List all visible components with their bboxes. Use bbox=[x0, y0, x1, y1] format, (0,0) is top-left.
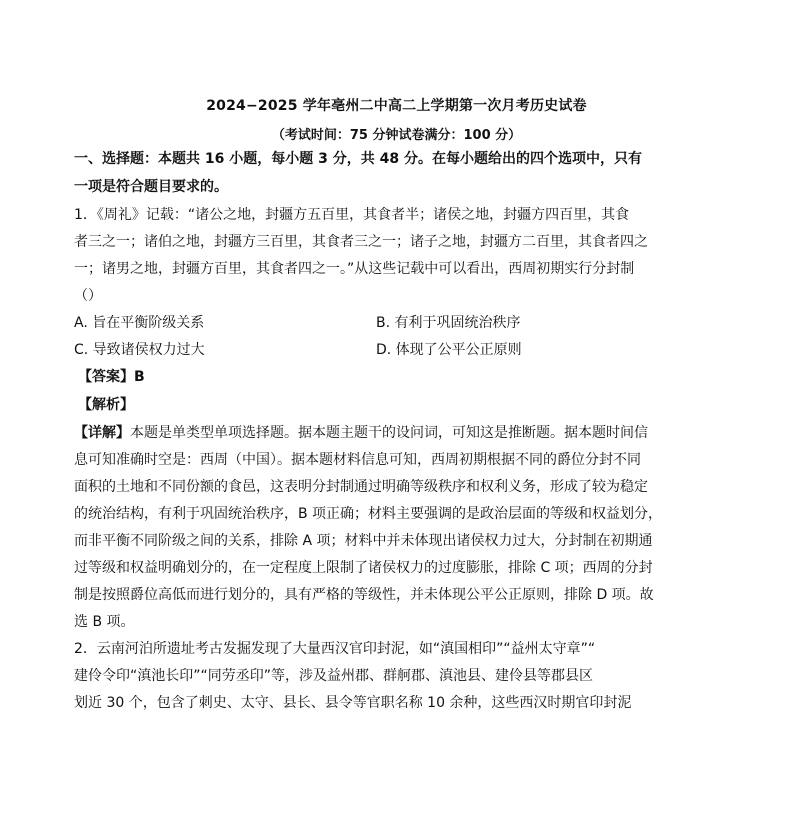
q1-option-b: B. 有利于巩固统治秩序 bbox=[376, 315, 521, 331]
detail-label: 【详解】 bbox=[74, 425, 130, 441]
q1-line-2: 者三之一；诸伯之地，封疆方三百里，其食者三之一；诸子之地，封疆方二百里，其食者四之 bbox=[74, 234, 648, 250]
section-heading-line-2: 一项是符合题目要求的。 bbox=[74, 179, 228, 195]
q1-detail-line-7: 制是按照爵位高低而进行划分的，具有严格的等级性，并未体现公平公正原则，排除 D 项。故 bbox=[74, 587, 654, 603]
q1-detail-line-2: 息可知准确时空是：西周（中国）。据本题材料信息可知，西周初期根据不同的爵位分封不同 bbox=[74, 452, 641, 468]
q1-option-a: A. 旨在平衡阶级关系 bbox=[74, 315, 205, 331]
q1-detail-line-6: 过等级和权益明确划分的，在一定程度上限制了诸侯权力的过度膨胀，排除 C 项；西周的分封 bbox=[74, 560, 653, 576]
answer-value: B bbox=[134, 369, 145, 385]
section-heading-line-1: 一、选择题：本题共 16 小题，每小题 3 分，共 48 分。在每小题给出的四个选项中，只有 bbox=[74, 151, 642, 167]
q1-option-d: D. 体现了公平公正原则 bbox=[376, 342, 522, 358]
q1-detail-line-8: 选 B 项。 bbox=[74, 614, 135, 630]
q1-analysis-label: 【解析】 bbox=[78, 397, 134, 413]
exam-title: 2024−2025 学年亳州二中高二上学期第一次月考历史试卷 bbox=[206, 98, 587, 114]
q1-line-3: 一；诸男之地，封疆方百里，其食者四之一。”从这些记载中可以看出，西周初期实行分封制 bbox=[74, 261, 635, 277]
q1-detail-line-3: 面积的土地和不同份额的食邑，这表明分封制通过明确等级秩序和权利义务，形成了较为稳定 bbox=[74, 479, 648, 495]
q1-detail-line-1 bbox=[74, 424, 734, 442]
q1-line-1: 1．《周礼》记载：“诸公之地，封疆方五百里，其食者半；诸侯之地，封疆方四百里，其食 bbox=[74, 207, 630, 223]
exam-subtitle: （考试时间：75 分钟试卷满分：100 分） bbox=[271, 128, 522, 143]
answer-label: 【答案】 bbox=[78, 369, 134, 385]
q2-line-1: 2．云南河泊所遗址考古发掘发现了大量西汉官印封泥，如“滇国相印”“益州太守章”“ bbox=[74, 641, 596, 657]
detail-text-1: 本题是单类型单项选择题。据本题主题干的设问词，可知这是推断题。据本题时间信 bbox=[130, 425, 648, 441]
q2-line-2: 建伶令印“滇池长印”“同劳丞印”等，涉及益州郡、群舸郡、滇池县、建伶县等郡县区 bbox=[74, 668, 594, 684]
q1-line-4: （） bbox=[74, 288, 102, 304]
q1-answer bbox=[78, 368, 145, 386]
q1-detail-line-5: 而非平衡不同阶级之间的关系，排除 A 项；材料中并未体现出诸侯权力过大，分封制在初期通 bbox=[74, 533, 653, 549]
q2-line-3: 划近 30 个，包含了刺史、太守、县长、县令等官职名称 10 余种，这些西汉时期官印封泥 bbox=[74, 695, 632, 711]
q1-detail-line-4: 的统治结构，有利于巩固统治秩序，B 项正确；材料主要强调的是政治层面的等级和权益划分， bbox=[74, 506, 663, 522]
q1-option-c: C. 导致诸侯权力过大 bbox=[74, 342, 205, 358]
